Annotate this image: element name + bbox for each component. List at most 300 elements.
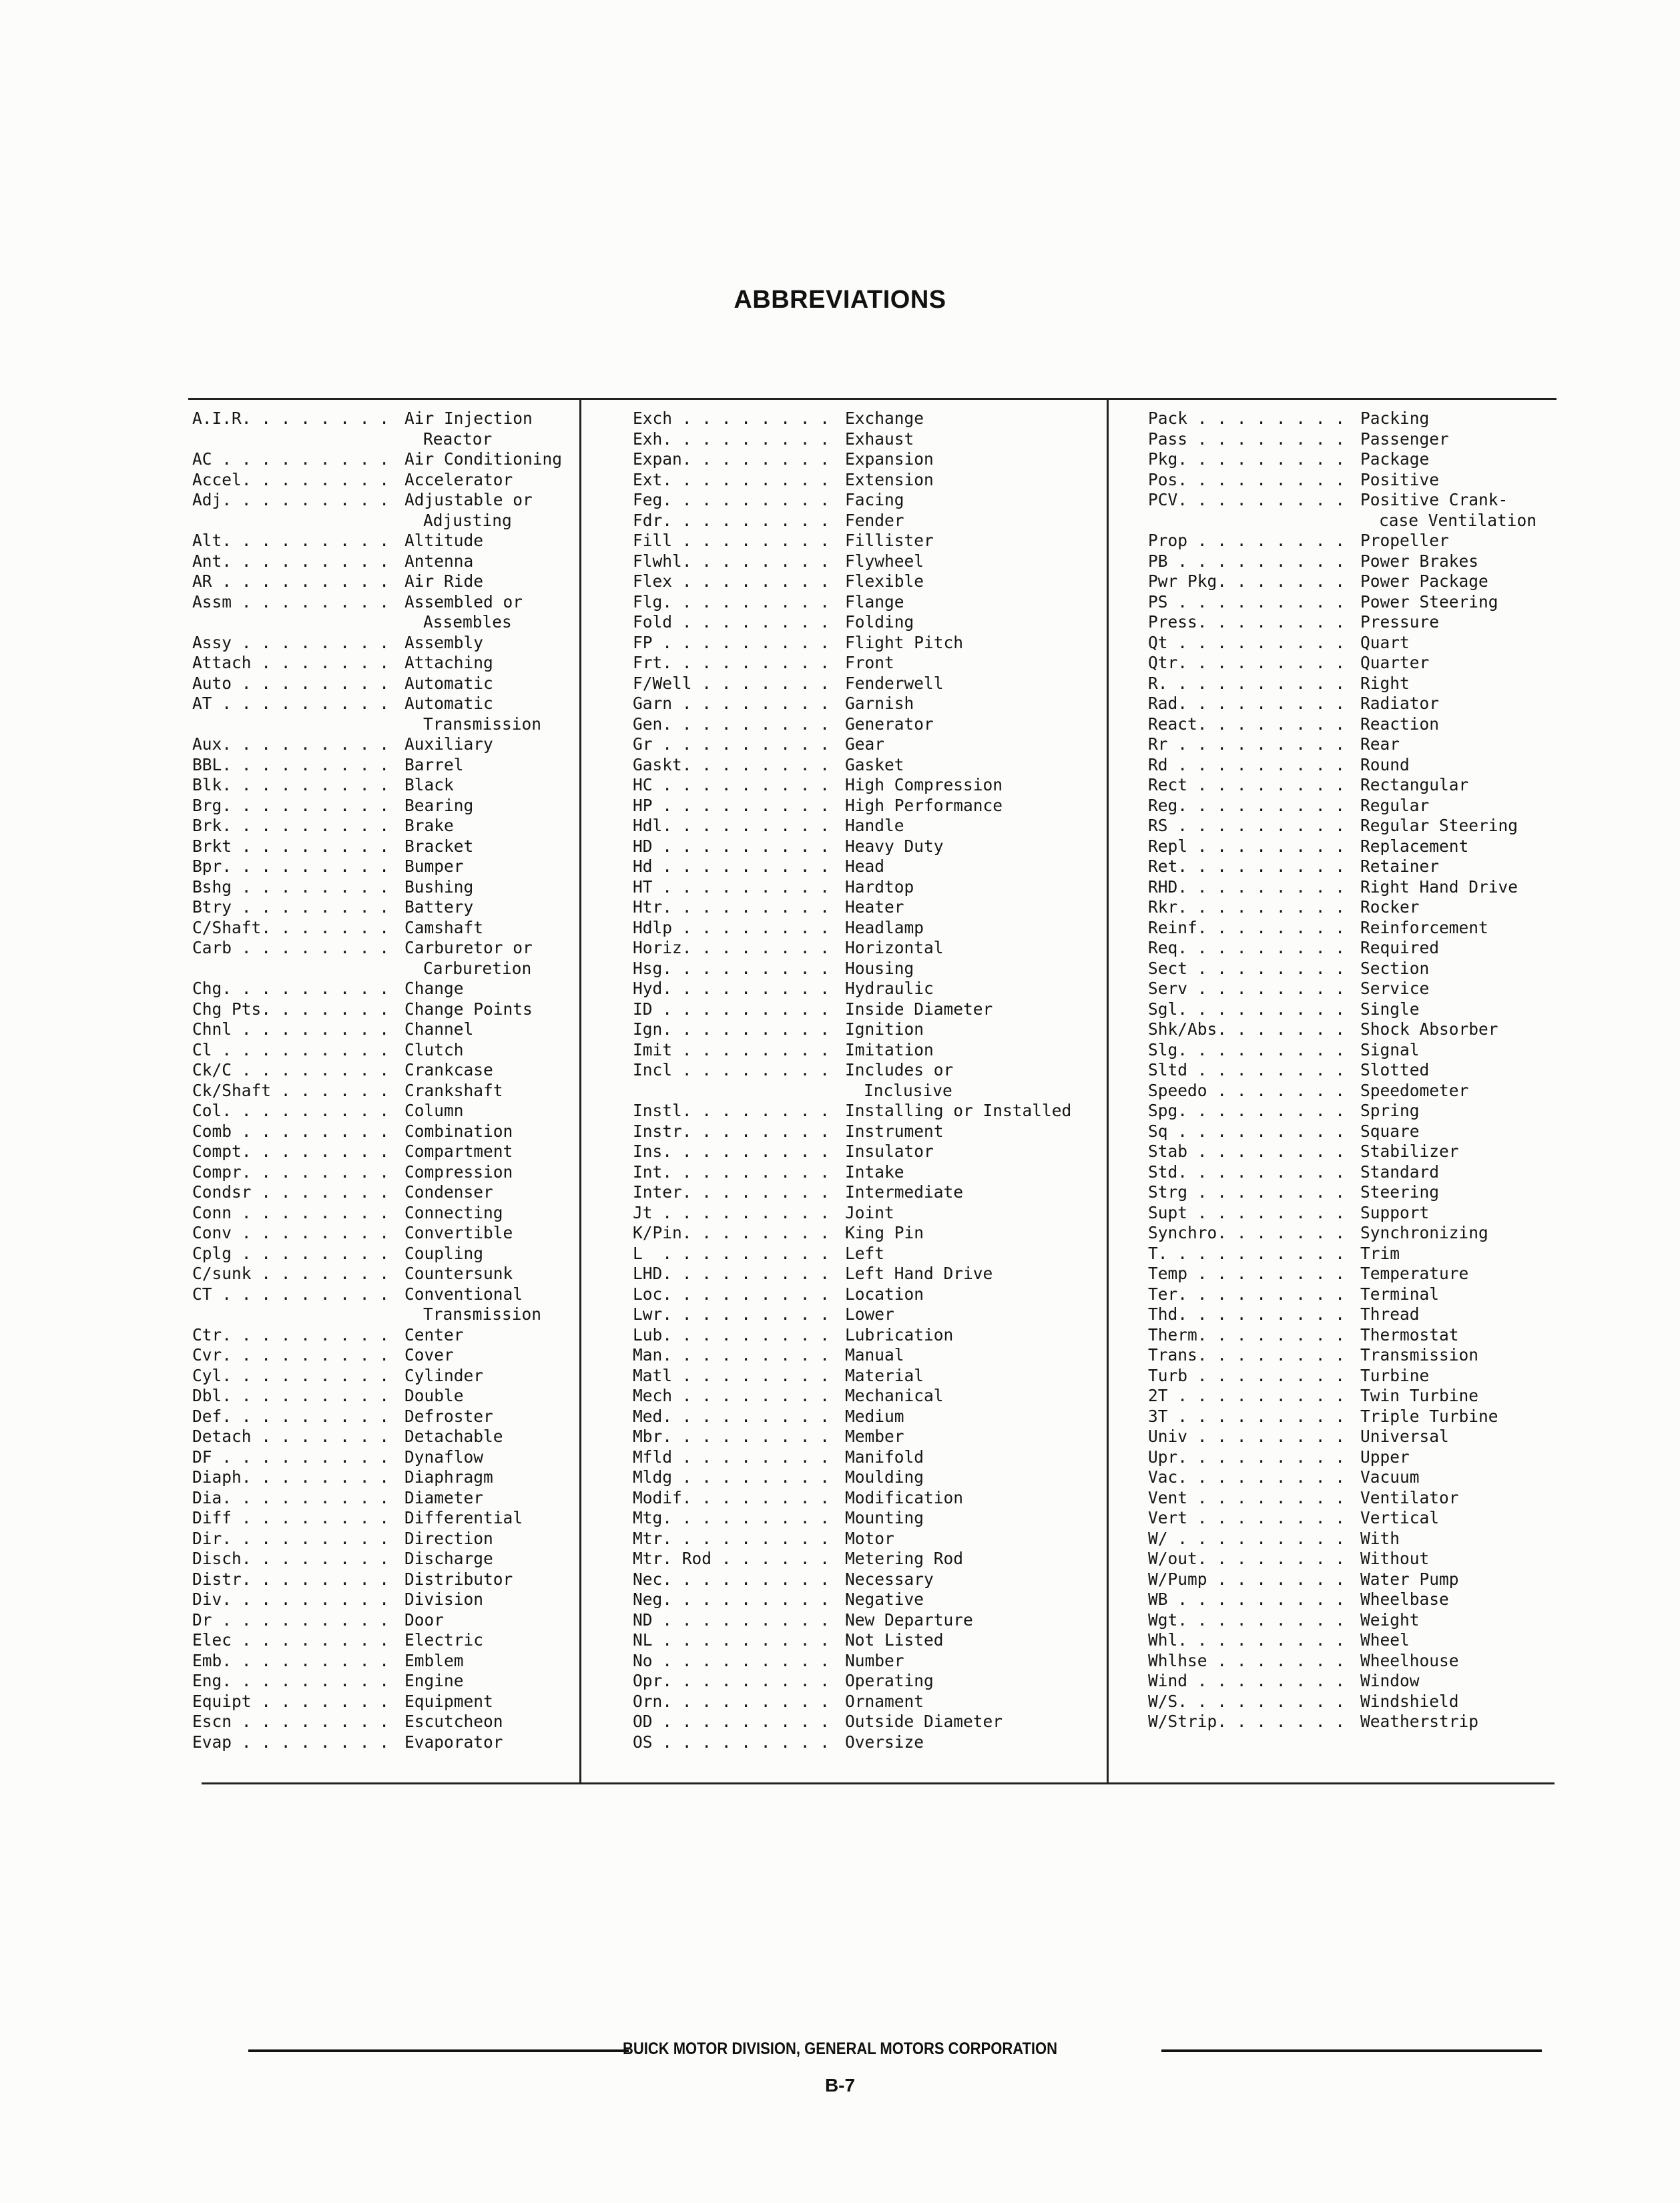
abbreviation-entry — [192, 1569, 562, 1590]
abbreviation-term: Ign. . . . . . . . . — [633, 1019, 830, 1039]
abbreviation-entry — [633, 1284, 1071, 1305]
abbreviation-term: Pwr Pkg. . . . . . . — [1148, 571, 1346, 591]
abbreviation-term: Flwhl. . . . . . . . — [633, 551, 830, 571]
abbreviation-entry — [1148, 1529, 1536, 1549]
abbreviation-meaning: Camshaft — [404, 917, 484, 937]
abbreviation-meaning: Folding — [845, 612, 914, 632]
abbreviation-meaning: Required — [1360, 938, 1440, 957]
column-divider-right — [1107, 399, 1109, 1783]
abbreviation-meaning: Compression — [404, 1162, 513, 1182]
abbreviation-meaning: Bushing — [404, 877, 474, 897]
abbreviation-entry — [633, 796, 1071, 816]
abbreviation-entry — [633, 674, 1071, 694]
abbreviation-meaning: Expansion — [845, 449, 934, 469]
abbreviation-entry — [633, 1122, 1071, 1142]
abbreviation-term: Sect . . . . . . . . — [1148, 958, 1346, 978]
abbreviation-meaning: Conventional — [404, 1284, 523, 1304]
abbreviation-term: HT . . . . . . . . . — [633, 877, 830, 897]
abbreviation-term: F/Well . . . . . . . — [633, 673, 830, 693]
abbreviation-meaning: Power Brakes — [1360, 551, 1479, 571]
abbreviation-column-1 — [192, 409, 562, 1752]
abbreviation-entry — [633, 571, 1071, 592]
abbreviation-meaning: Single — [1360, 999, 1420, 1019]
abbreviation-meaning: Horizontal — [845, 938, 944, 957]
column-divider-left — [579, 399, 581, 1783]
abbreviation-meaning: Handle — [845, 816, 904, 835]
abbreviation-meaning: Headlamp — [845, 917, 924, 937]
abbreviation-meaning: Bearing — [404, 795, 474, 815]
abbreviation-meaning: Right — [1360, 673, 1410, 693]
abbreviation-term: Compr. . . . . . . . — [192, 1162, 390, 1182]
abbreviation-term: Elec . . . . . . . . — [192, 1630, 390, 1650]
abbreviation-term: Mtr. . . . . . . . . — [633, 1528, 830, 1548]
abbreviation-meaning: Air Injection — [404, 409, 533, 428]
abbreviation-meaning: Electric — [404, 1630, 484, 1650]
abbreviation-term: Serv . . . . . . . . — [1148, 979, 1346, 998]
abbreviation-meaning: Intermediate — [845, 1182, 964, 1202]
abbreviation-meaning: Propeller — [1360, 531, 1449, 550]
abbreviation-meaning: Round — [1360, 754, 1410, 774]
abbreviation-entry — [633, 1692, 1071, 1712]
abbreviation-entry — [633, 1040, 1071, 1061]
abbreviation-meaning-continuation: Reactor — [423, 429, 493, 449]
abbreviation-entry — [192, 1264, 562, 1284]
abbreviation-entry — [633, 1366, 1071, 1387]
abbreviation-term: Hd . . . . . . . . . — [633, 856, 830, 876]
abbreviation-meaning: Condenser — [404, 1182, 493, 1202]
abbreviation-entry — [192, 592, 562, 613]
abbreviation-meaning: High Compression — [845, 775, 1003, 794]
abbreviation-meaning-continued — [1148, 511, 1536, 531]
abbreviation-term: Btry . . . . . . . . — [192, 897, 390, 917]
abbreviation-entry — [1148, 1142, 1536, 1162]
abbreviation-term: 3T . . . . . . . . . — [1148, 1406, 1346, 1426]
abbreviation-meaning: Gear — [845, 734, 885, 754]
abbreviation-meaning: Head — [845, 856, 885, 876]
abbreviation-term: Slg. . . . . . . . . — [1148, 1039, 1346, 1059]
abbreviation-term: Modif. . . . . . . . — [633, 1487, 830, 1507]
abbreviation-entry — [192, 836, 562, 857]
abbreviation-term: Sq . . . . . . . . . — [1148, 1121, 1346, 1141]
abbreviation-entry — [1148, 1162, 1536, 1183]
abbreviation-meaning: Speedometer — [1360, 1080, 1469, 1100]
abbreviation-entry — [1148, 1508, 1536, 1529]
abbreviation-meaning: Fender — [845, 510, 904, 530]
abbreviation-meaning: Ventilator — [1360, 1487, 1459, 1507]
abbreviation-meaning: Triple Turbine — [1360, 1406, 1498, 1426]
abbreviation-term: Col. . . . . . . . . — [192, 1101, 390, 1120]
abbreviation-entry — [633, 1203, 1071, 1224]
abbreviation-entry — [192, 918, 562, 939]
abbreviation-term: Rect . . . . . . . . — [1148, 775, 1346, 794]
abbreviation-entry — [192, 1142, 562, 1162]
abbreviation-entry — [1148, 470, 1536, 491]
abbreviation-term: Frt. . . . . . . . . — [633, 653, 830, 672]
abbreviation-meaning: Turbine — [1360, 1365, 1430, 1385]
abbreviation-meaning: Replacement — [1360, 836, 1469, 856]
abbreviation-term: Assm . . . . . . . . — [192, 591, 390, 611]
abbreviation-term: HC . . . . . . . . . — [633, 775, 830, 794]
abbreviation-term: Cplg . . . . . . . . — [192, 1243, 390, 1263]
abbreviation-term: Brg. . . . . . . . . — [192, 795, 390, 815]
abbreviation-term: Disch. . . . . . . . — [192, 1549, 390, 1568]
abbreviation-term: Med. . . . . . . . . — [633, 1406, 830, 1426]
abbreviation-meaning: Vertical — [1360, 1508, 1440, 1527]
abbreviation-entry — [192, 1692, 562, 1712]
abbreviation-entry — [1148, 1182, 1536, 1203]
abbreviation-entry — [633, 1386, 1071, 1407]
abbreviation-meaning: Signal — [1360, 1039, 1420, 1059]
abbreviation-entry — [1148, 1040, 1536, 1061]
abbreviation-entry — [1148, 1630, 1536, 1651]
abbreviation-entry — [633, 1467, 1071, 1488]
abbreviation-meaning: Evaporator — [404, 1732, 503, 1752]
abbreviation-term: Vent . . . . . . . . — [1148, 1487, 1346, 1507]
abbreviation-entry — [1148, 1386, 1536, 1407]
abbreviation-term: Feg. . . . . . . . . — [633, 490, 830, 509]
abbreviation-meaning: Adjustable or — [404, 490, 533, 509]
abbreviation-entry — [1148, 836, 1536, 857]
abbreviation-entry — [192, 551, 562, 572]
abbreviation-entry — [633, 1630, 1071, 1651]
abbreviation-meaning: Vacuum — [1360, 1467, 1420, 1487]
abbreviation-entry — [1148, 1447, 1536, 1468]
abbreviation-meaning: Instrument — [845, 1121, 944, 1141]
abbreviation-meaning: Manifold — [845, 1447, 924, 1467]
abbreviation-term: Reg. . . . . . . . . — [1148, 795, 1346, 815]
abbreviation-term: Ck/C . . . . . . . . — [192, 1060, 390, 1079]
abbreviation-meaning: Reinforcement — [1360, 917, 1488, 937]
abbreviation-entry — [1148, 1407, 1536, 1427]
abbreviation-entry — [192, 734, 562, 755]
abbreviation-term: 2T . . . . . . . . . — [1148, 1386, 1346, 1405]
abbreviation-meaning: Air Ride — [404, 571, 484, 591]
abbreviation-entry — [633, 938, 1071, 959]
abbreviation-term: Mech . . . . . . . . — [633, 1386, 830, 1405]
abbreviation-meaning: Medium — [845, 1406, 904, 1426]
abbreviation-meaning: Division — [404, 1589, 484, 1609]
abbreviation-meaning-continuation: Adjusting — [423, 510, 512, 530]
abbreviation-entry — [192, 490, 562, 511]
abbreviation-term: Speedo . . . . . . . — [1148, 1080, 1346, 1100]
abbreviation-entry — [192, 1549, 562, 1569]
abbreviation-term: Expan. . . . . . . . — [633, 449, 830, 469]
abbreviation-meaning: Radiator — [1360, 694, 1440, 713]
abbreviation-term: Alt. . . . . . . . . — [192, 531, 390, 550]
abbreviation-term: Carb . . . . . . . . — [192, 938, 390, 957]
abbreviation-meaning: Rocker — [1360, 897, 1420, 917]
abbreviation-entry — [1148, 1284, 1536, 1305]
abbreviation-term: Conv . . . . . . . . — [192, 1223, 390, 1242]
abbreviation-meaning: Attaching — [404, 653, 493, 672]
abbreviation-entry — [633, 1712, 1071, 1732]
abbreviation-entry — [1148, 1366, 1536, 1387]
abbreviation-term: Pass . . . . . . . . — [1148, 429, 1346, 449]
abbreviation-meaning: Right Hand Drive — [1360, 877, 1518, 897]
abbreviation-meaning: Facing — [845, 490, 904, 509]
abbreviation-term: Chg Pts. . . . . . . — [192, 999, 390, 1019]
abbreviation-term: W/Strip. . . . . . . — [1148, 1712, 1346, 1731]
abbreviation-meaning: Gasket — [845, 754, 904, 774]
abbreviation-entry — [1148, 796, 1536, 816]
abbreviation-term: Supt . . . . . . . . — [1148, 1202, 1346, 1222]
abbreviation-term: RS . . . . . . . . . — [1148, 816, 1346, 835]
abbreviation-entry — [1148, 734, 1536, 755]
abbreviation-entry — [192, 856, 562, 877]
abbreviation-term: Ctr. . . . . . . . . — [192, 1324, 390, 1344]
abbreviation-term: Equipt . . . . . . . — [192, 1691, 390, 1711]
abbreviation-meaning: Antenna — [404, 551, 474, 571]
abbreviation-entry — [1148, 571, 1536, 592]
abbreviation-term: C/Shaft. . . . . . . — [192, 917, 390, 937]
abbreviation-meaning-continuation: Carburetion — [423, 958, 532, 978]
abbreviation-meaning: Material — [845, 1365, 924, 1385]
abbreviation-entry — [1148, 1060, 1536, 1081]
abbreviation-meaning: Diameter — [404, 1487, 484, 1507]
abbreviation-term: HP . . . . . . . . . — [633, 795, 830, 815]
abbreviation-meaning: Service — [1360, 979, 1430, 998]
abbreviation-entry — [192, 674, 562, 694]
abbreviation-entry — [1148, 1264, 1536, 1284]
abbreviation-meaning: Standard — [1360, 1162, 1440, 1182]
abbreviation-meaning: Wheelhouse — [1360, 1650, 1459, 1670]
abbreviation-entry — [633, 1060, 1071, 1081]
abbreviation-meaning: Stabilizer — [1360, 1142, 1459, 1161]
page-number: B-7 — [824, 2075, 856, 2096]
abbreviation-term: Cyl. . . . . . . . . — [192, 1365, 390, 1385]
abbreviation-meaning: Slotted — [1360, 1060, 1430, 1079]
abbreviation-entry — [633, 714, 1071, 735]
abbreviation-entry — [633, 1549, 1071, 1569]
abbreviation-meaning: Square — [1360, 1121, 1420, 1141]
abbreviation-term: Therm. . . . . . . . — [1148, 1324, 1346, 1344]
abbreviation-entry — [633, 490, 1071, 511]
abbreviation-meaning: Barrel — [404, 754, 464, 774]
abbreviation-meaning: Assembly — [404, 632, 484, 652]
abbreviation-meaning: Installing or Installed — [845, 1101, 1072, 1120]
abbreviation-term: Exch . . . . . . . . — [633, 409, 830, 428]
abbreviation-entry — [633, 1488, 1071, 1509]
abbreviation-term: Mbr. . . . . . . . . — [633, 1427, 830, 1446]
abbreviation-term: Brk. . . . . . . . . — [192, 816, 390, 835]
abbreviation-meaning: Windshield — [1360, 1691, 1459, 1711]
abbreviation-term: Accel. . . . . . . . — [192, 469, 390, 489]
abbreviation-entry — [192, 633, 562, 654]
abbreviation-term: Evap . . . . . . . . — [192, 1732, 390, 1752]
abbreviation-meaning: Lower — [845, 1304, 894, 1324]
abbreviation-meaning-continuation: case Ventilation — [1379, 510, 1537, 530]
abbreviation-term: Reinf. . . . . . . . — [1148, 917, 1346, 937]
abbreviation-term: AT . . . . . . . . . — [192, 694, 390, 713]
abbreviation-entry — [192, 1630, 562, 1651]
abbreviation-meaning: Member — [845, 1427, 904, 1446]
abbreviation-meaning-continuation: Inclusive — [864, 1080, 952, 1100]
abbreviation-meaning: Heavy Duty — [845, 836, 944, 856]
abbreviation-meaning: Packing — [1360, 409, 1430, 428]
abbreviation-entry — [633, 633, 1071, 654]
abbreviation-entry — [192, 897, 562, 918]
abbreviation-meaning: Twin Turbine — [1360, 1386, 1479, 1405]
abbreviation-meaning: Black — [404, 775, 454, 794]
abbreviation-entry — [633, 734, 1071, 755]
abbreviation-entry — [1148, 877, 1536, 898]
abbreviation-entry — [633, 1182, 1071, 1203]
abbreviation-term: Bshg . . . . . . . . — [192, 877, 390, 897]
abbreviation-meaning: King Pin — [845, 1223, 924, 1242]
abbreviation-term: Whlhse . . . . . . . — [1148, 1650, 1346, 1670]
abbreviation-entry — [1148, 1488, 1536, 1509]
abbreviation-entry — [1148, 999, 1536, 1020]
abbreviation-term: Man. . . . . . . . . — [633, 1345, 830, 1365]
abbreviation-entry — [633, 409, 1071, 429]
abbreviation-term: Aux. . . . . . . . . — [192, 734, 390, 754]
abbreviation-meaning: Fillister — [845, 531, 934, 550]
abbreviation-entry — [633, 1142, 1071, 1162]
abbreviation-term: Diff . . . . . . . . — [192, 1508, 390, 1527]
abbreviation-term: FP . . . . . . . . . — [633, 632, 830, 652]
abbreviation-meaning: Window — [1360, 1671, 1420, 1690]
abbreviation-entry — [192, 1589, 562, 1610]
abbreviation-entry — [192, 1182, 562, 1203]
abbreviation-term: AC . . . . . . . . . — [192, 449, 390, 469]
abbreviation-meaning: Engine — [404, 1671, 464, 1690]
abbreviation-meaning: Fenderwell — [845, 673, 944, 693]
abbreviation-meaning: High Performance — [845, 795, 1003, 815]
abbreviation-meaning: Quart — [1360, 632, 1410, 652]
abbreviation-term: Orn. . . . . . . . . — [633, 1691, 830, 1711]
abbreviation-meaning: Dynaflow — [404, 1447, 484, 1467]
abbreviation-term: Upr. . . . . . . . . — [1148, 1447, 1346, 1467]
abbreviation-meaning: Mechanical — [845, 1386, 944, 1405]
abbreviation-meaning: Housing — [845, 958, 914, 978]
abbreviation-entry — [633, 897, 1071, 918]
abbreviation-meaning: Compartment — [404, 1142, 513, 1161]
abbreviation-meaning: Modification — [845, 1487, 964, 1507]
abbreviation-meaning-continued — [192, 511, 562, 531]
abbreviation-meaning: Power Package — [1360, 571, 1488, 591]
abbreviation-term: PCV. . . . . . . . . — [1148, 490, 1346, 509]
abbreviation-entry — [192, 877, 562, 898]
abbreviation-meaning: With — [1360, 1528, 1400, 1548]
abbreviation-term: Detach . . . . . . . — [192, 1427, 390, 1446]
abbreviation-term: Turb . . . . . . . . — [1148, 1365, 1346, 1385]
abbreviation-entry — [1148, 449, 1536, 470]
abbreviation-entry — [633, 836, 1071, 857]
abbreviation-meaning: Manual — [845, 1345, 904, 1365]
abbreviation-entry — [1148, 1203, 1536, 1224]
abbreviation-entry — [192, 694, 562, 714]
abbreviation-term: Eng. . . . . . . . . — [192, 1671, 390, 1690]
abbreviation-entry — [192, 1467, 562, 1488]
abbreviation-entry — [192, 1712, 562, 1732]
abbreviation-meaning: Imitation — [845, 1039, 934, 1059]
abbreviation-meaning: Retainer — [1360, 856, 1440, 876]
abbreviation-term: C/sunk . . . . . . . — [192, 1264, 390, 1283]
abbreviation-entry — [192, 1060, 562, 1081]
abbreviation-entry — [1148, 1610, 1536, 1631]
abbreviation-term: Sgl. . . . . . . . . — [1148, 999, 1346, 1019]
abbreviation-meaning: Reaction — [1360, 714, 1440, 734]
abbreviation-term: Gaskt. . . . . . . . — [633, 754, 830, 774]
abbreviation-meaning: Thermostat — [1360, 1324, 1459, 1344]
abbreviation-entry — [633, 1569, 1071, 1590]
abbreviation-entry — [192, 571, 562, 592]
abbreviation-entry — [1148, 775, 1536, 796]
abbreviation-meaning: Oversize — [845, 1732, 924, 1752]
abbreviation-meaning: Metering Rod — [845, 1549, 964, 1568]
abbreviation-meaning: Outside Diameter — [845, 1712, 1003, 1731]
abbreviation-term: AR . . . . . . . . . — [192, 571, 390, 591]
abbreviation-entry — [1148, 897, 1536, 918]
abbreviation-entry — [192, 1508, 562, 1529]
abbreviation-entry — [633, 1162, 1071, 1183]
abbreviation-entry — [192, 653, 562, 674]
abbreviation-term: Wind . . . . . . . . — [1148, 1671, 1346, 1690]
abbreviation-entry — [1148, 1223, 1536, 1244]
abbreviation-term: Fill . . . . . . . . — [633, 531, 830, 550]
abbreviation-entry — [1148, 1569, 1536, 1590]
abbreviation-meaning: Distributor — [404, 1569, 513, 1589]
abbreviation-entry — [633, 877, 1071, 898]
abbreviation-term: Chg. . . . . . . . . — [192, 979, 390, 998]
abbreviation-entry — [1148, 714, 1536, 735]
abbreviation-meaning: Wheel — [1360, 1630, 1410, 1650]
abbreviation-entry — [192, 1427, 562, 1447]
abbreviation-entry — [633, 551, 1071, 572]
abbreviation-term: A.I.R. . . . . . . . — [192, 409, 390, 428]
abbreviation-entry — [192, 1223, 562, 1244]
abbreviation-meaning: Steering — [1360, 1182, 1440, 1202]
abbreviation-meaning: Mounting — [845, 1508, 924, 1527]
abbreviation-entry — [192, 1407, 562, 1427]
abbreviation-entry — [633, 429, 1071, 450]
abbreviation-entry — [633, 755, 1071, 776]
abbreviation-meaning-continued — [192, 612, 562, 633]
abbreviation-term: Sltd . . . . . . . . — [1148, 1060, 1346, 1079]
abbreviation-entry — [192, 999, 562, 1020]
abbreviation-meaning: Diaphragm — [404, 1467, 493, 1487]
abbreviation-term: Synchro. . . . . . . — [1148, 1223, 1346, 1242]
abbreviation-entry — [1148, 633, 1536, 654]
abbreviation-entry — [1148, 1712, 1536, 1732]
abbreviation-entry — [633, 694, 1071, 714]
abbreviation-meaning: Without — [1360, 1549, 1430, 1568]
abbreviation-term: Instl. . . . . . . . — [633, 1101, 830, 1120]
abbreviation-meaning: Cylinder — [404, 1365, 484, 1385]
abbreviation-term: Chnl . . . . . . . . — [192, 1019, 390, 1039]
abbreviation-term: Ret. . . . . . . . . — [1148, 856, 1346, 876]
abbreviation-entry — [633, 856, 1071, 877]
abbreviation-term: Adj. . . . . . . . . — [192, 490, 390, 509]
abbreviation-term: LHD. . . . . . . . . — [633, 1264, 830, 1283]
abbreviation-meaning: Inside Diameter — [845, 999, 993, 1019]
abbreviation-meaning: Flexible — [845, 571, 924, 591]
abbreviation-term: No . . . . . . . . . — [633, 1650, 830, 1670]
abbreviation-meaning: New Departure — [845, 1610, 973, 1630]
abbreviation-entry — [1148, 694, 1536, 714]
abbreviation-entry — [1148, 1325, 1536, 1346]
abbreviation-meaning: Automatic — [404, 694, 493, 713]
abbreviation-term: Horiz. . . . . . . . — [633, 938, 830, 957]
abbreviation-entry — [1148, 490, 1536, 511]
abbreviation-meaning: Left Hand Drive — [845, 1264, 993, 1283]
abbreviation-column-3 — [1148, 409, 1536, 1732]
abbreviation-entry — [633, 918, 1071, 939]
abbreviation-term: Mldg . . . . . . . . — [633, 1467, 830, 1487]
abbreviation-meaning: Operating — [845, 1671, 934, 1690]
abbreviation-term: Compt. . . . . . . . — [192, 1142, 390, 1161]
abbreviation-term: K/Pin. . . . . . . . — [633, 1223, 830, 1242]
